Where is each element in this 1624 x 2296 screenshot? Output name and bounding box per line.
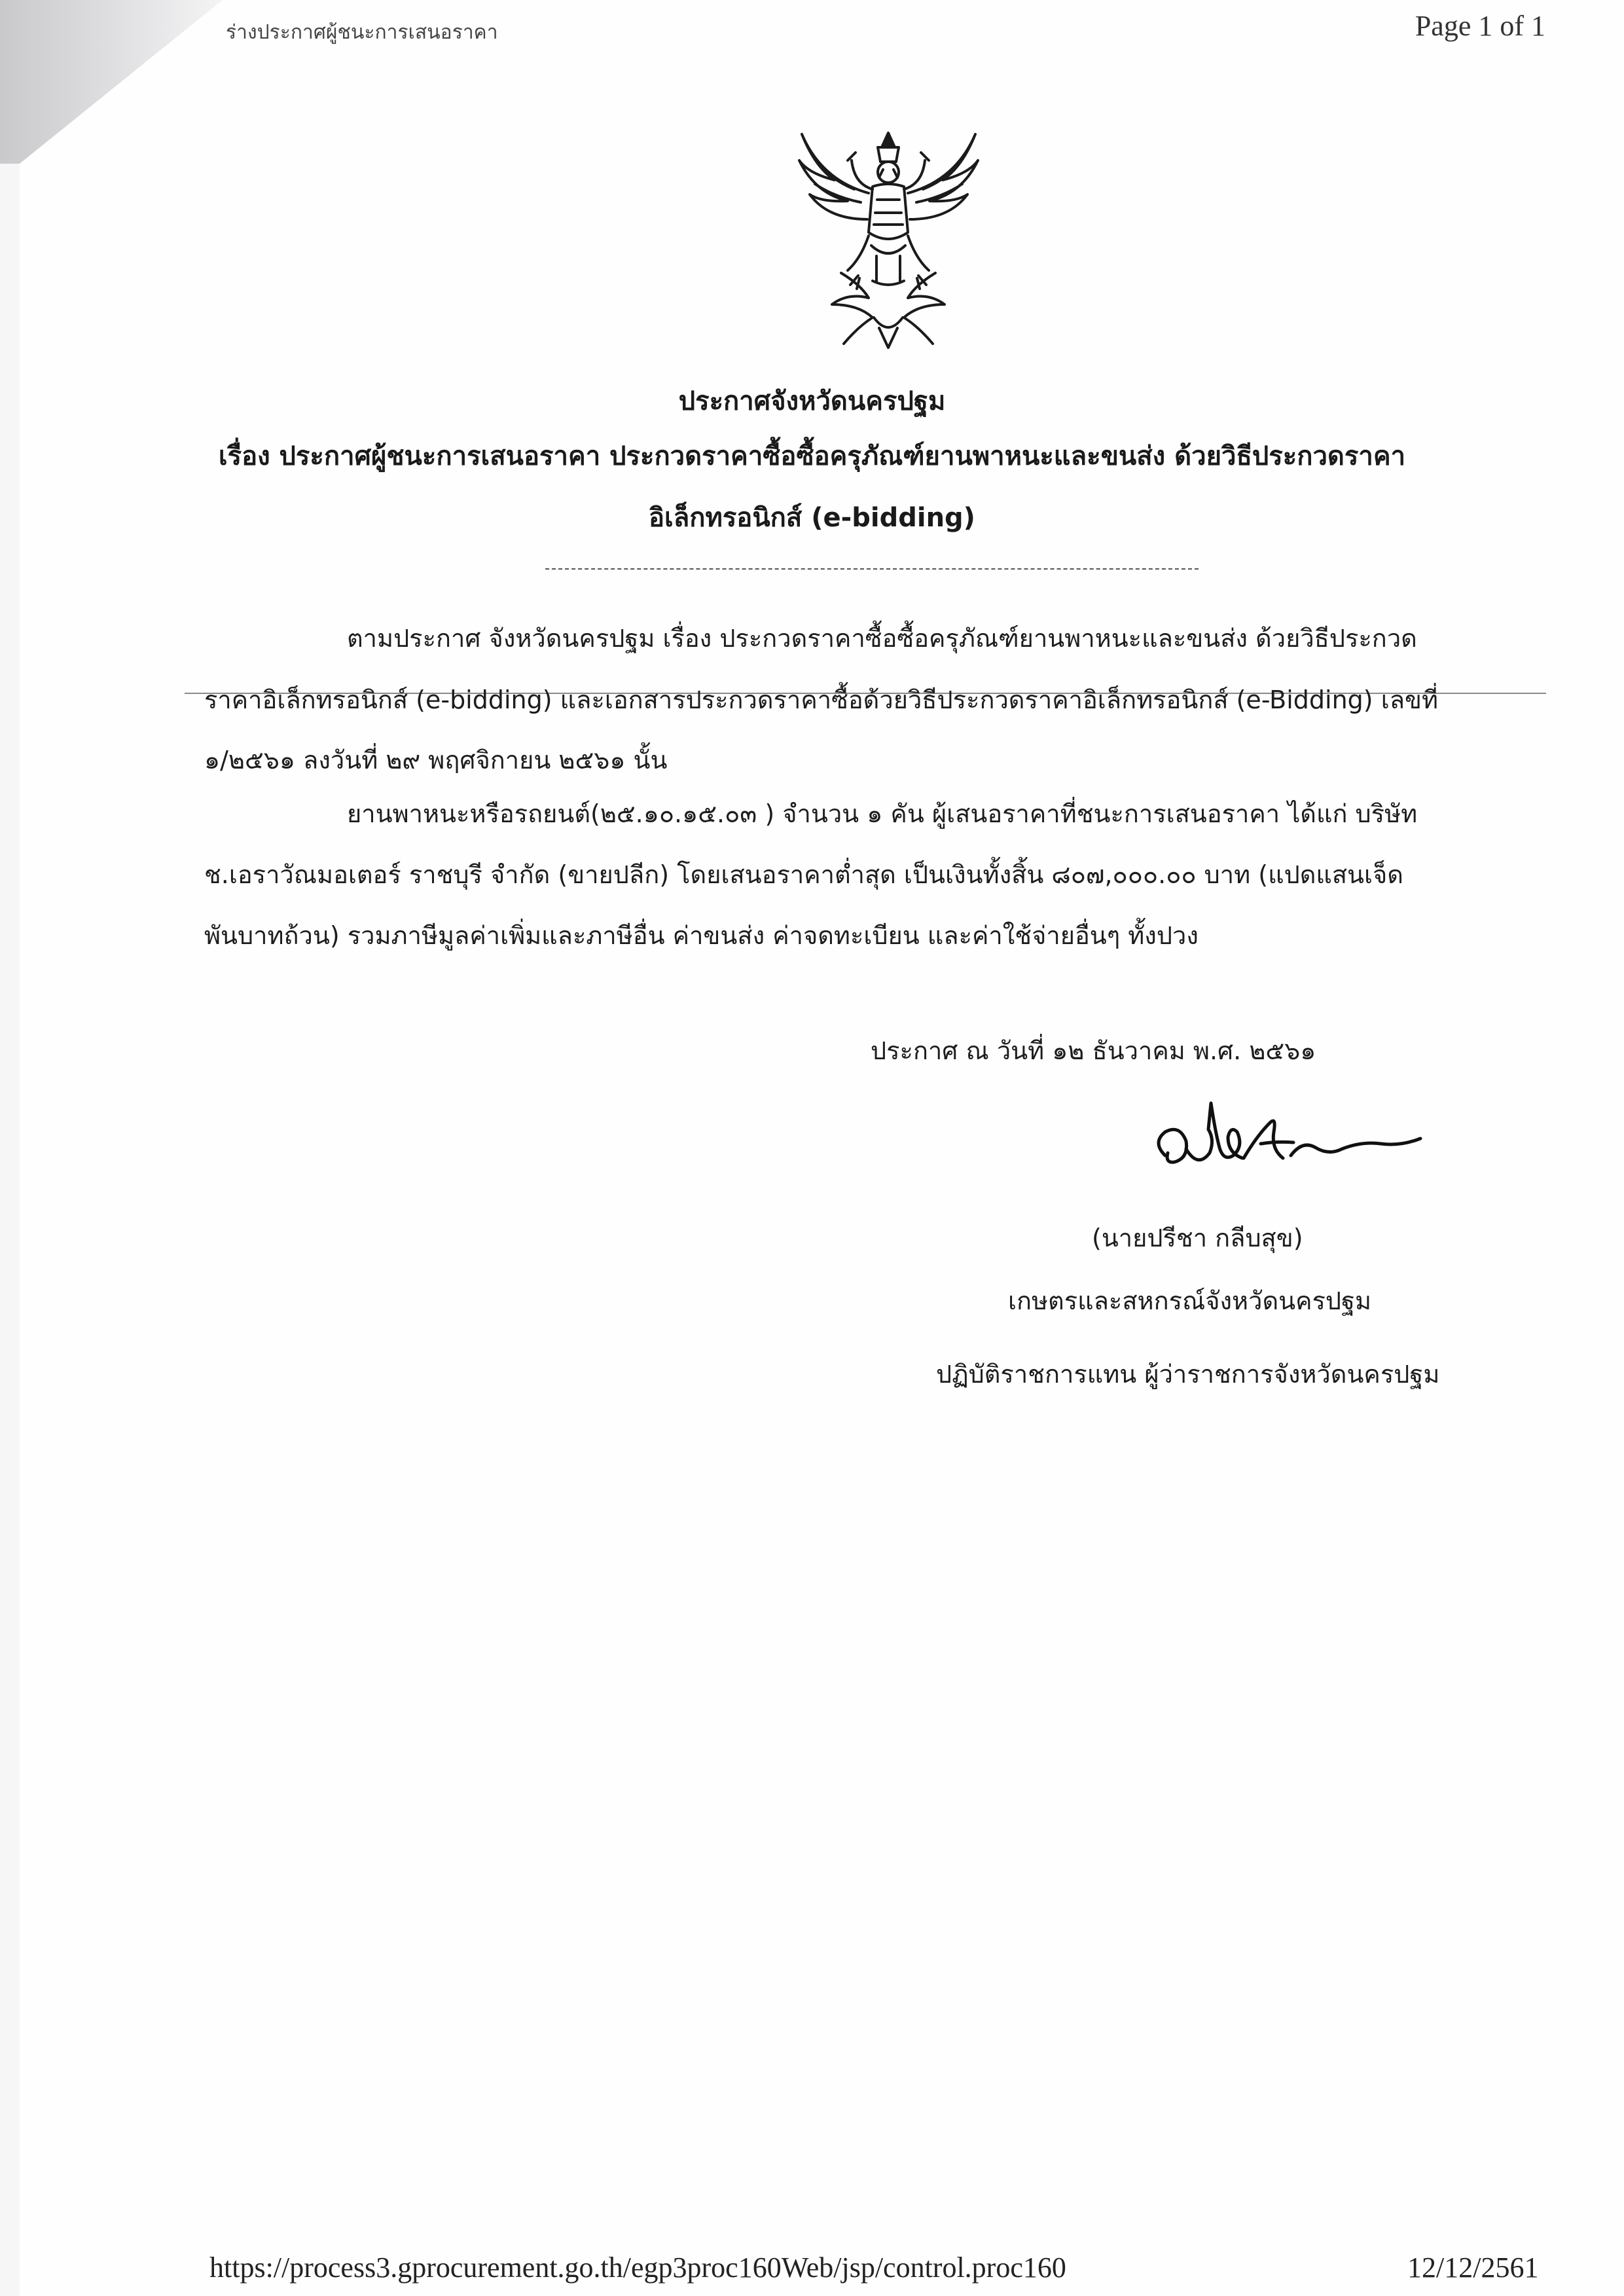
signatory-position: เกษตรและสหกรณ์จังหวัดนครปฐม bbox=[1008, 1286, 1372, 1315]
body-line-3: ๑/๒๕๖๑ ลงวันที่ ๒๙ พฤศจิกายน ๒๕๖๑ นั้น bbox=[204, 746, 668, 774]
body-line-4: ยานพาหนะหรือรถยนต์(๒๕.๑๐.๑๕.๐๓ ) จำนวน ๑ คัน ผู้เสนอราคาที่ชนะการเสนอราคา ได้แก่ บริษัท bbox=[347, 799, 1418, 828]
page-indicator: Page 1 of 1 bbox=[1415, 10, 1545, 42]
garuda-emblem-icon bbox=[795, 121, 982, 357]
document-authority: ประกาศจังหวัดนครปฐม bbox=[678, 386, 946, 416]
signatory-name: (นายปรีชา กลีบสุข) bbox=[1092, 1224, 1303, 1252]
document-subject-line1: เรื่อง ประกาศผู้ชนะการเสนอราคา ประกวดราคาซื้อซื้อครุภัณฑ์ยานพาหนะและขนส่ง ด้วยวิธีประกวดราคา bbox=[218, 441, 1406, 471]
document-subject-line2: อิเล็กทรอนิกส์ (e-bidding) bbox=[649, 503, 975, 533]
browser-footer-url: https://process3.gprocurement.go.th/egp3proc160Web/jsp/control.proc160 bbox=[209, 2251, 1066, 2284]
handwritten-signature bbox=[1146, 1090, 1427, 1201]
browser-header-title: ร่างประกาศผู้ชนะการเสนอราคา bbox=[226, 21, 498, 44]
body-line-6: พันบาทถ้วน) รวมภาษีมูลค่าเพิ่มและภาษีอื่น ค่าขนส่ง ค่าจดทะเบียน และค่าใช้จ่ายอื่นๆ ทั้งปวง bbox=[204, 921, 1199, 950]
heading-separator bbox=[545, 568, 1199, 570]
body-line-2: ราคาอิเล็กทรอนิกส์ (e-bidding) และเอกสารประกวดราคาซื้อด้วยวิธีประกวดราคาอิเล็กทรอนิกส์ (e-Bidding) เลขที่ bbox=[204, 685, 1439, 714]
browser-footer-date: 12/12/2561 bbox=[1407, 2251, 1539, 2284]
body-line-1: ตามประกาศ จังหวัดนครปฐม เรื่อง ประกวดราคาซื้อซื้อครุภัณฑ์ยานพาหนะและขนส่ง ด้วยวิธีประกวด bbox=[347, 624, 1417, 653]
announcement-date: ประกาศ ณ วันที่ ๑๒ ธันวาคม พ.ศ. ๒๕๖๑ bbox=[871, 1036, 1316, 1065]
signatory-acting-for: ปฏิบัติราชการแทน ผู้ว่าราชการจังหวัดนครปฐม bbox=[936, 1360, 1440, 1389]
body-line-5: ช.เอราวัณมอเตอร์ ราชบุรี จำกัด (ขายปลีก) โดยเสนอราคาต่ำสุด เป็นเงินทั้งสิ้น ๘๐๗,๐๐๐.๐๐ บาท (แปดแสนเจ็ด bbox=[204, 860, 1403, 889]
